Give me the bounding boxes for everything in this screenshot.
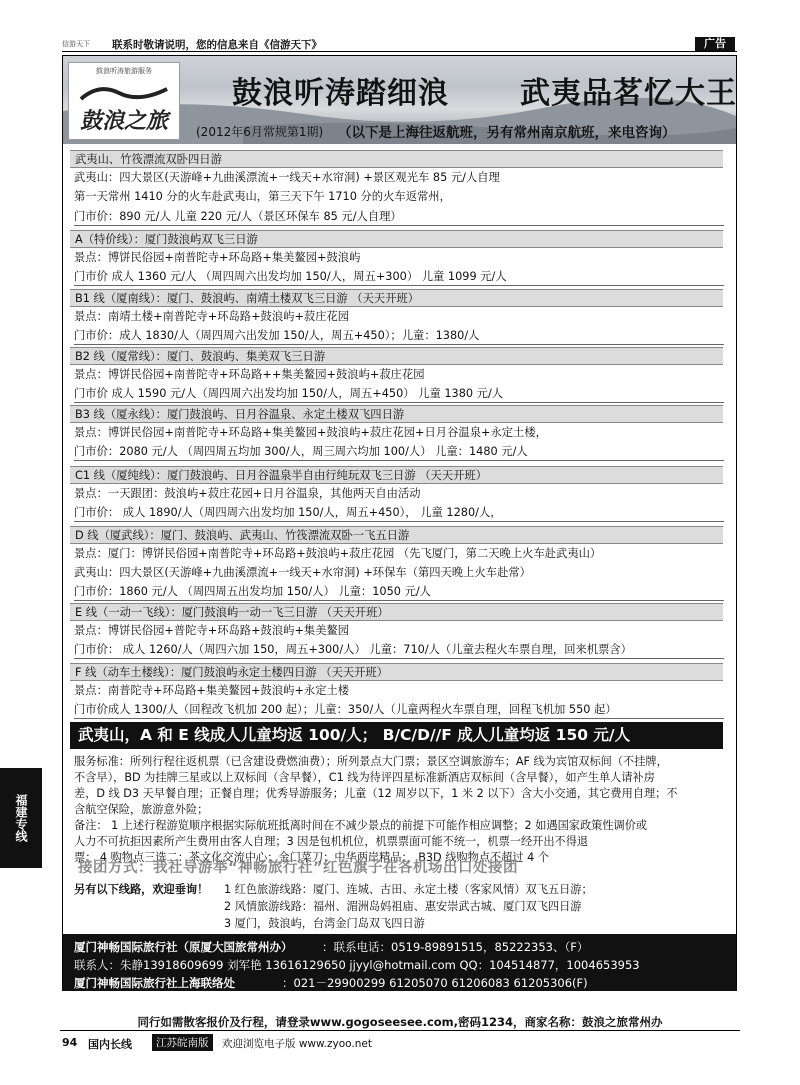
more-route-item: 1 红色旅游线路：厦门、连城、古田、永定土楼（客家风情）双飞五日游； bbox=[224, 883, 593, 896]
more-route-item: 3 厦门，鼓浪屿，台湾金门岛双飞四日游 bbox=[224, 917, 425, 930]
route-line: 景点：博饼民俗园+南普陀寺+环岛路++集美鳌园+鼓浪屿+菽庄花园 bbox=[74, 368, 425, 381]
route-title: F 线（动车土楼线）：厦门鼓浪屿永定土楼四日游 （天天开班） bbox=[70, 663, 723, 681]
wave-logo-icon bbox=[79, 81, 169, 105]
service-line: 差，D 线 D3 天早餐自理；正餐自理；优秀导游服务；儿童（12 周岁以下，1 米 2 以下）含大小交通，其它费用自理；不 bbox=[74, 787, 678, 800]
remark-line: 票； 4 购物点三选二：茶文化交流中心；金门菜刀；中华两岸精品；，B3D 线购物点不超过 4 个 bbox=[74, 851, 549, 864]
publication-logo: 信游天下 bbox=[62, 40, 90, 48]
agency-name: 厦门神畅国际旅行社（原厦大国旅常州办） bbox=[74, 940, 293, 954]
pickup-method: 接团方式：我社导游举“神畅旅行社”红色旗子在各机场出口处接团 bbox=[78, 860, 519, 876]
route-line: 武夷山：四大景区(天游峰+九曲溪漂流+一线天+水帘洞) +景区观光车 85 元/人自理 bbox=[74, 171, 500, 184]
trade-note: 同行如需散客报价及行程，请登录www.gogoseesee.com,密码1234，商家名称：鼓浪之旅常州办 bbox=[137, 1015, 663, 1029]
route-line: 景点：厦门：博饼民俗园+南普陀寺+环岛路+鼓浪屿+菽庄花园 （先飞厦门，第二天晚上火车赴武夷山） bbox=[74, 547, 602, 560]
route-line: 景点：博饼民俗园+南普陀寺+环岛路+集美鳌园+鼓浪屿+菽庄花园+日月谷温泉+永定土楼， bbox=[74, 426, 547, 439]
route-title: 武夷山、竹筏漂流双卧四日游 bbox=[70, 150, 723, 168]
route-line: 景点：南靖土楼+南普陀寺+环岛路+鼓浪屿+菽庄花园 bbox=[74, 310, 350, 323]
contact-persons: 联系人：朱静13918609699 刘军艳 13616129650 jjyyl@hotmail.com QQ：104514877，1004653953 bbox=[74, 958, 640, 972]
route-price: 门市价：成人 1830/人（周四周六出发加 150/人，周五+450）；儿童：1380/人 bbox=[74, 328, 724, 345]
route-price: 门市价：1860 元/人 （周四周五出发均加 150/人） 儿童：1050 元/人 bbox=[74, 584, 724, 601]
edition-label: (2012年6月常规第1期) bbox=[196, 125, 324, 139]
brand-name: 鼓浪之旅 bbox=[79, 108, 168, 134]
edition-tag: 江苏皖南版 bbox=[152, 1034, 213, 1051]
service-line: 服务标准：所列行程往返机票（已含建设费燃油费）；所列景点大门票；景区空调旅游车；AF 线为宾馆双标间（不挂牌， bbox=[74, 755, 668, 768]
shanghai-office: 厦门神畅国际旅行社上海联络处 bbox=[74, 976, 235, 990]
headline-left: 鼓浪听涛踏细浪 bbox=[232, 76, 449, 111]
route-title: E 线（一动一飞线）：厦门鼓浪屿一动一飞三日游 （天天开班） bbox=[70, 603, 723, 621]
more-route-item: 2 风情旅游线路：福州、湄洲岛妈祖庙、惠安崇武古城、厦门双飞四日游 bbox=[224, 900, 582, 913]
route-title: D 线（厦武线）：厦门、鼓浪屿、武夷山、竹筏漂流双卧一飞五日游 bbox=[70, 526, 723, 544]
service-line: 不含早），BD 为挂牌三星或以上双标间（含早餐），C1 线为待评四星标准新酒店双标间（含早餐），如产生单人请补房 bbox=[74, 771, 655, 784]
section-name: 国内长线 bbox=[88, 1038, 132, 1051]
agency-phone: ：联系电话：0519-89891515，85222353、（F） bbox=[322, 940, 589, 954]
headline-right: 武夷品茗忆大王 bbox=[520, 76, 737, 111]
source-note: 联系时敬请说明，您的信息来自《信游天下》 bbox=[112, 39, 322, 51]
route-line: 景点：博饼民俗园+南普陀寺+环岛路+集美鳌园+鼓浪屿 bbox=[74, 251, 361, 264]
route-title: A（特价线）：厦门鼓浪屿双飞三日游 bbox=[70, 230, 723, 248]
service-line: 含航空保险，旅游意外险； bbox=[74, 803, 209, 816]
route-price: 门市价成人 1300/人（回程改飞机加 200 起）；儿童：350/人（儿童两程火车票自理，回程飞机加 550 起） bbox=[74, 702, 724, 719]
ad-label: 广告 bbox=[695, 37, 735, 51]
more-routes-lead: 另有以下线路，欢迎垂询！ bbox=[74, 883, 209, 896]
edition-note: （以下是上海往返航班，另有常州南京航班，来电咨询） bbox=[338, 125, 676, 141]
remark-line: 人力不可抗拒因素所产生费用由客人自理；3 因是包机机位，机票票面可能不统一，机票一经开出不得退 bbox=[74, 835, 589, 848]
route-price: 门市价：2080 元/人 （周四周五均加 300/人，周三周六均加 100/人） 儿童：1480 元/人 bbox=[74, 444, 724, 461]
route-line: 武夷山：四大景区(天游峰+九曲溪漂流+一线天+水帘洞) +环保车（第四天晚上火车赴常） bbox=[74, 566, 531, 579]
route-line: 景点：南普陀寺+环岛路+集美鳌园+鼓浪屿+永定土楼 bbox=[74, 684, 350, 697]
route-price: 门市价 成人 1360 元/人 （周四周六出发均加 150/人，周五+300） 儿童 1099 元/人 bbox=[74, 269, 724, 286]
website-link[interactable]: 欢迎浏览电子版 www.zyoo.net bbox=[222, 1038, 372, 1050]
route-line: 景点：博饼民俗园+普陀寺+环岛路+鼓浪屿+集美鳌园 bbox=[74, 624, 350, 637]
route-price: 门市价： 成人 1260/人（周四六加 150，周五+300/人） 儿童：710/人（儿童去程火车票自理，回来机票含） bbox=[74, 642, 724, 659]
rebate-banner: 武夷山，A 和 E 线成人儿童均返 100/人； B/C/D//F 成人儿童均返 150 元/人 bbox=[70, 722, 723, 749]
route-price: 门市价： 成人 1890/人（周四周六出发均加 150/人，周五+450）， 儿童 1280/人， bbox=[74, 505, 724, 522]
route-line: 第一天常州 1410 分的火车赴武夷山，第三天下午 1710 分的火车返常州， bbox=[74, 190, 451, 203]
route-title: B3 线（厦永线）：厦门鼓浪屿、日月谷温泉、永定土楼双飞四日游 bbox=[70, 405, 723, 423]
shanghai-phone: ：021－29900299 61205070 61206083 61205306(F) bbox=[282, 976, 588, 990]
route-price: 门市价：890 元/人 儿童 220 元/人（景区环保车 85 元/人自理） bbox=[74, 209, 724, 226]
brand-subtitle: 鼓浪听涛旅游服务 bbox=[96, 67, 152, 75]
route-line: 景点：一天跟团：鼓浪屿+菽庄花园+日月谷温泉，其他两天自由活动 bbox=[74, 487, 421, 500]
route-title: C1 线（厦纯线）：厦门鼓浪屿、日月谷温泉半自由行纯玩双飞三日游 （天天开班） bbox=[70, 466, 723, 484]
page-number: 94 bbox=[62, 1036, 78, 1049]
footer-divider bbox=[60, 1030, 740, 1031]
route-title: B2 线（厦常线）：厦门、鼓浪屿、集美双飞三日游 bbox=[70, 347, 723, 365]
route-price: 门市价 成人 1590 元/人（周四周六出发均加 150/人，周五+450） 儿童 1380 元/人 bbox=[74, 386, 724, 403]
side-section-tab: 福建专线 bbox=[0, 768, 42, 868]
remark-line: 备注： 1 上述行程游览顺序根据实际航班抵离时间在不减少景点的前提下可能作相应调整；2 如遇国家政策性调价或 bbox=[74, 819, 648, 832]
route-title: B1 线（厦南线）：厦门、鼓浪屿、南靖土楼双飞三日游 （天天开班） bbox=[70, 289, 723, 307]
